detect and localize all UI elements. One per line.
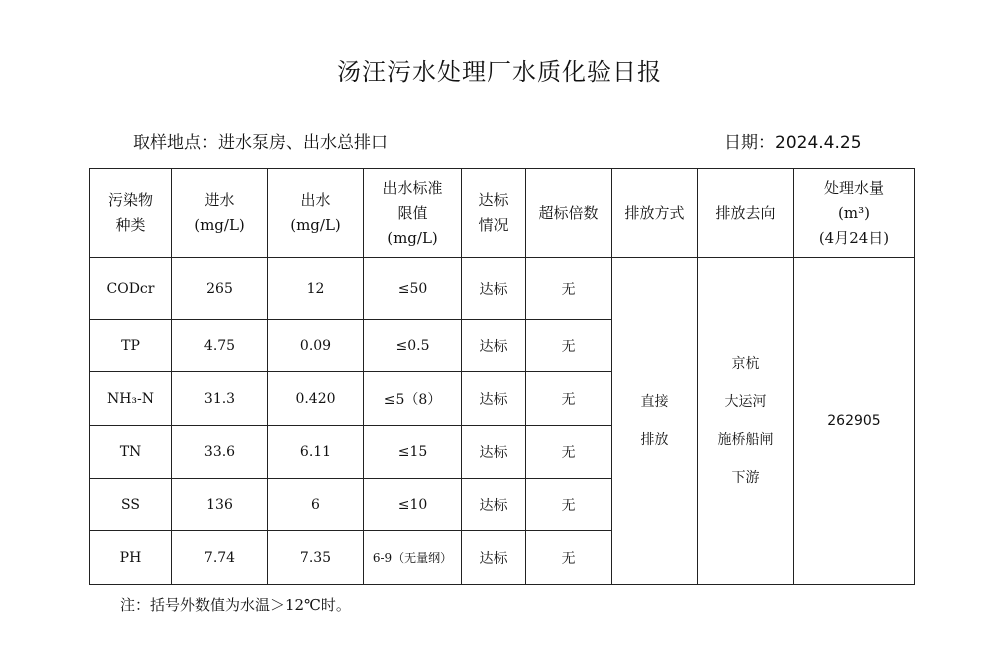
- cell-pollutant: TP: [90, 320, 172, 372]
- cell-exceed: 无: [526, 372, 612, 426]
- cell-status: 达标: [462, 426, 526, 479]
- treated-volume: 262905: [794, 258, 915, 585]
- cell-exceed: 无: [526, 426, 612, 479]
- cell-status: 达标: [462, 258, 526, 320]
- cell-pollutant: CODcr: [90, 258, 172, 320]
- cell-exceed: 无: [526, 531, 612, 585]
- water-quality-table: [89, 168, 915, 585]
- cell-limit: ≤50: [364, 258, 462, 320]
- sampling-site: 取样地点：进水泵房、出水总排口: [133, 133, 388, 153]
- header-limit: 出水标准 限值 (mg/L): [364, 169, 462, 258]
- header-row: [90, 169, 915, 258]
- cell-inflow: 31.3: [172, 372, 268, 426]
- cell-status: 达标: [462, 531, 526, 585]
- discharge-method: 直接 排放: [612, 258, 698, 585]
- header-pollutant: 污染物 种类: [90, 169, 172, 258]
- cell-exceed: 无: [526, 479, 612, 531]
- cell-outflow: 7.35: [268, 531, 364, 585]
- cell-pollutant: PH: [90, 531, 172, 585]
- cell-outflow: 12: [268, 258, 364, 320]
- cell-status: 达标: [462, 320, 526, 372]
- cell-status: 达标: [462, 479, 526, 531]
- header-status: 达标 情况: [462, 169, 526, 258]
- cell-outflow: 0.09: [268, 320, 364, 372]
- cell-inflow: 4.75: [172, 320, 268, 372]
- cell-outflow: 6: [268, 479, 364, 531]
- cell-exceed: 无: [526, 320, 612, 372]
- cell-pollutant: SS: [90, 479, 172, 531]
- cell-pollutant: TN: [90, 426, 172, 479]
- table-row: [90, 258, 915, 320]
- report-title: 汤汪污水处理厂水质化验日报: [337, 58, 662, 86]
- header-outflow: 出水 (mg/L): [268, 169, 364, 258]
- cell-limit: ≤5（8）: [364, 372, 462, 426]
- cell-inflow: 33.6: [172, 426, 268, 479]
- header-volume: 处理水量 (m³) (4月24日): [794, 169, 915, 258]
- header-destination: 排放去向: [698, 169, 794, 258]
- cell-outflow: 0.420: [268, 372, 364, 426]
- cell-inflow: 265: [172, 258, 268, 320]
- cell-outflow: 6.11: [268, 426, 364, 479]
- cell-pollutant: NH₃-N: [90, 372, 172, 426]
- footnote: 注：括号外数值为水温＞12℃时。: [120, 596, 351, 614]
- cell-inflow: 7.74: [172, 531, 268, 585]
- cell-limit: ≤10: [364, 479, 462, 531]
- header-inflow: 进水 (mg/L): [172, 169, 268, 258]
- header-exceed: 超标倍数: [526, 169, 612, 258]
- header-method: 排放方式: [612, 169, 698, 258]
- report-date: 日期：2024.4.25: [724, 133, 862, 153]
- cell-exceed: 无: [526, 258, 612, 320]
- cell-inflow: 136: [172, 479, 268, 531]
- discharge-destination: 京杭 大运河 施桥船闸 下游: [698, 258, 794, 585]
- cell-limit: ≤15: [364, 426, 462, 479]
- cell-status: 达标: [462, 372, 526, 426]
- cell-limit: 6-9（无量纲）: [364, 531, 462, 585]
- cell-limit: ≤0.5: [364, 320, 462, 372]
